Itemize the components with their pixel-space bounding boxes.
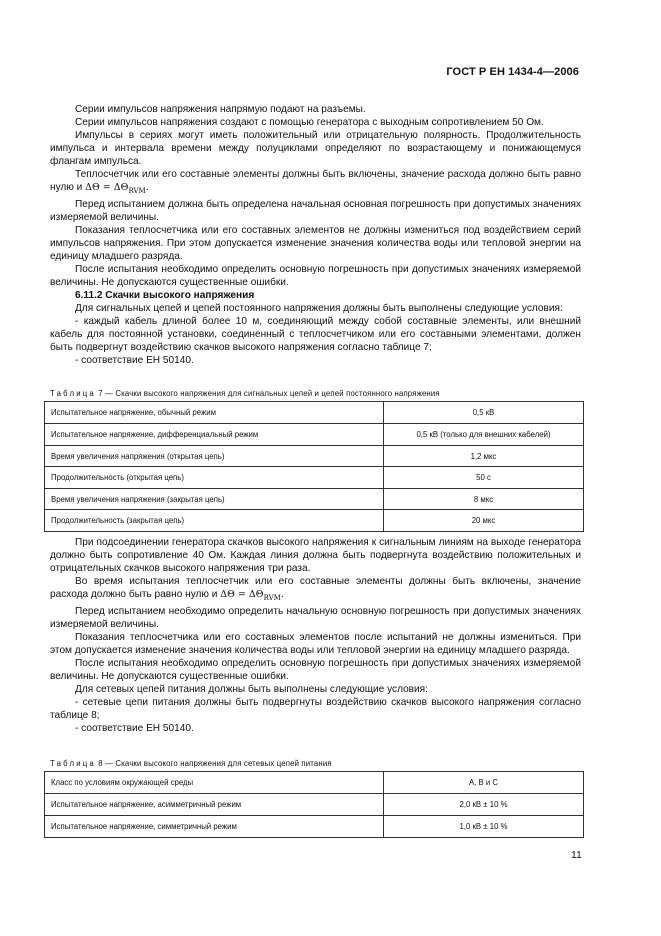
table-row [45, 402, 584, 424]
parameter-cell: Время увеличения напряжения (закрытая цепь) [45, 489, 384, 510]
paragraph-with-formula [50, 168, 581, 198]
flow-formula [85, 182, 149, 193]
value-cell: 50 с [384, 467, 584, 489]
paragraph-text: Теплосчетчик или его составные элементы должны быть включены, значение расхода должно быть равно нулю и [50, 169, 581, 193]
table-row [45, 446, 584, 467]
value-cell: 1,0 кВ ± 10 % [384, 816, 584, 838]
paragraph-text: Во время испытания теплосчетчик или его составные элементы должны быть включены, значение расхода должно быть равно нулю и [50, 576, 581, 600]
section-heading: 6.11.2 Скачки высокого напряжения [75, 289, 255, 301]
value-cell: 1,2 мкс [384, 446, 584, 467]
parameter-cell: Класс по условиям окружающей среды [45, 772, 384, 794]
table-7-caption [50, 389, 440, 398]
formula-main: ΔΘ = ΔΘ [220, 589, 264, 600]
parameter-cell: Испытательное напряжение, обычный режим [45, 402, 384, 424]
list-item: - соответствие ЕН 50140. [75, 354, 194, 366]
table-caption-text: 7 — Скачки высокого напряжения для сигнальных цепей и цепей постоянного напряжения [95, 389, 440, 398]
paragraph: Импульсы в сериях могут иметь положительный или отрицательную полярность. Продолжительность импульса и интервала времени между полуциклами определяют по возрастающему и понижающемуся флангам импульса. [50, 130, 581, 167]
table-row [45, 489, 584, 510]
paragraph: Серии импульсов напряжения создают с помощью генератора с выходным сопротивлением 50 Ом. [75, 117, 544, 128]
flow-formula [220, 589, 284, 600]
section-body-1 [50, 103, 581, 367]
table-row [45, 794, 584, 816]
table-label: Таблица [50, 759, 96, 768]
paragraph: Перед испытанием должна быть определена начальная основная погрешность при допустимых значениях измеряемой величины. [50, 198, 581, 223]
formula-main: ΔΘ = ΔΘ [85, 182, 129, 193]
document-code: ГОСТ Р ЕН 1434-4—2006 [446, 66, 579, 78]
parameter-cell: Испытательное напряжение, симметричный режим [45, 816, 384, 838]
paragraph: Показания теплосчетчика или его составных элементов после испытаний не должны измениться. При этом допускается изменение значения количества воды или тепловой энергии на единицу младшего разряда. [50, 631, 581, 656]
table-row [45, 467, 584, 489]
formula-end: . [145, 182, 149, 193]
value-cell: А, В и С [384, 772, 584, 794]
paragraph: Для сигнальных цепей и цепей постоянного напряжения должны быть выполнены следующие условия: [75, 302, 563, 314]
formula-subscript: RVM [128, 186, 146, 195]
paragraph: Серии импульсов напряжения напрямую подают на разъемы. [75, 104, 366, 115]
parameter-cell: Время увеличения напряжения (открытая цепь) [45, 446, 384, 467]
parameter-cell: Продолжительность (открытая цепь) [45, 467, 384, 489]
section-body-2 [50, 536, 581, 735]
table-row [45, 772, 584, 794]
list-item: - каждый кабель длиной более 10 м, соединяющий между собой составные элементы, или внешний кабель для постоянной установки, соединенный с теплосчетчиком или его составными элементами, должен быть подвергнут воздействию скачков высокого напряжения согласно таблице 7; [50, 315, 581, 353]
formula-end: . [280, 589, 284, 600]
parameter-cell: Испытательное напряжение, асимметричный режим [45, 794, 384, 816]
paragraph: После испытания необходимо определить основную погрешность при допустимых значениях измеряемой величины. Не допускаются существенные ошибки. [50, 263, 581, 288]
table-label: Таблица [50, 389, 96, 398]
list-item: - сетевые цепи питания должны быть подвергнуты воздействию скачков высокого напряжения согласно таблице 8; [50, 696, 581, 721]
table-7 [44, 401, 584, 532]
paragraph-with-formula [50, 575, 581, 605]
table-caption-text: 8 — Скачки высокого напряжения для сетевых цепей питания [95, 759, 332, 768]
table-row [45, 510, 584, 532]
parameter-cell: Испытательное напряжение, дифференциальный режим [45, 424, 384, 446]
page-number: 11 [571, 849, 582, 861]
paragraph: Перед испытанием необходимо определить начальную основную погрешность при допустимых значениях измеряемой величины. [50, 605, 581, 630]
table-row [45, 424, 584, 446]
formula-subscript: RVM [263, 593, 281, 602]
value-cell: 8 мкс [384, 489, 584, 510]
paragraph: Показания теплосчетчика или его составных элементов не должны измениться под воздействием серий импульсов напряжения. При этом допускается изменение значения количества воды или тепловой энергии на единицу младшего разряда. [50, 224, 581, 262]
table-row [45, 816, 584, 838]
value-cell: 0,5 кВ [384, 402, 584, 424]
table-8-caption [50, 759, 332, 768]
value-cell: 20 мкс [384, 510, 584, 532]
value-cell: 0,5 кВ (только для внешних кабелей) [384, 424, 584, 446]
table-8 [44, 771, 584, 838]
paragraph: При подсоединении генератора скачков высокого напряжения к сигнальным линиям на выходе генератора должно быть сопротивление 40 Ом. Каждая линия должна быть подвергнута воздействию положительных и отрицательных скачков высокого напряжения три раза. [50, 537, 581, 574]
list-item: - соответствие ЕН 50140. [75, 722, 194, 734]
paragraph: После испытания необходимо определить основную погрешность при допустимых значениях измеряемой величины. Не допускаются существенные ошибки. [50, 657, 581, 682]
paragraph: Для сетевых цепей питания должны быть выполнены следующие условия: [75, 683, 428, 695]
value-cell: 2,0 кВ ± 10 % [384, 794, 584, 816]
parameter-cell: Продолжительность (закрытая цепь) [45, 510, 384, 532]
